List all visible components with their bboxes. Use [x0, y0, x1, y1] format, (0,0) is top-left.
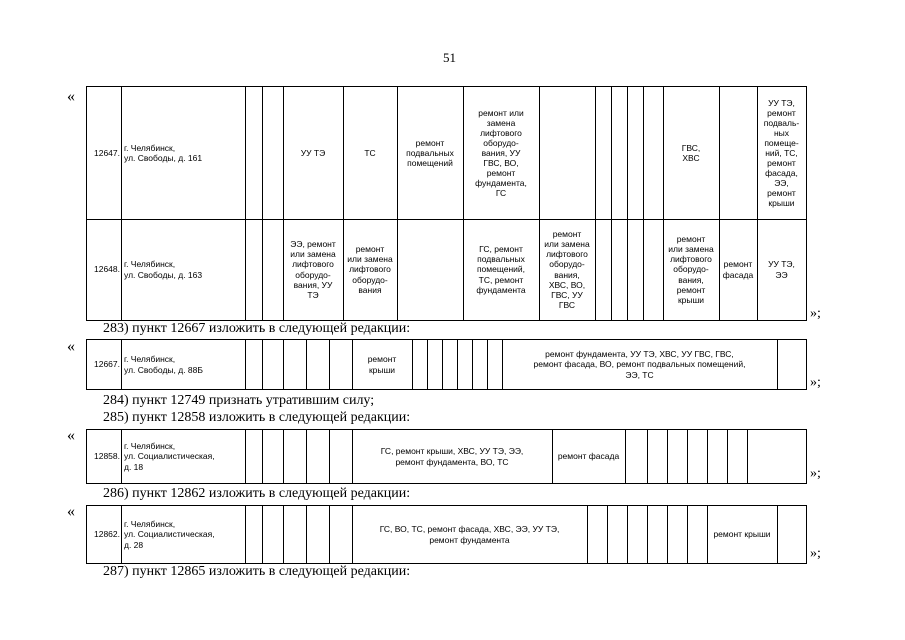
address-cell: г. Челябинск, ул. Социалистическая, д. 28: [124, 519, 215, 550]
row-number: 12858.: [94, 451, 120, 462]
work-cell: ГС, ВО, ТС, ремонт фасада, ХВС, ЭЭ, УУ ТЭ, ремонт фундамента: [379, 524, 560, 545]
paragraph-283: 283) пункт 12667 изложить в следующей редакции:: [103, 321, 411, 336]
work-cell: ремонт фундамента, УУ ТЭ, ХВС, УУ ГВС, ГВС, ремонт фасада, ВО, ремонт подвальных помещений, ЭЭ, ТС: [533, 349, 746, 380]
work-cell: ремонт крыши: [713, 529, 771, 540]
opening-quote: «: [67, 427, 75, 444]
work-cell: ремонт или замена лифтового оборудо- вания, УУ ГВС, ВО, ремонт фундамента, ГС: [475, 107, 527, 199]
work-cell: ремонт крыши: [367, 354, 397, 375]
paragraph-285: 285) пункт 12858 изложить в следующей редакции:: [103, 410, 411, 425]
row-number: 12862.: [94, 529, 120, 540]
address-cell: г. Челябинск, ул. Свободы, д. 161: [124, 142, 203, 163]
work-cell: ГС, ремонт подвальных помещений, ТС, ремонт фундамента: [476, 244, 526, 295]
address-cell: г. Челябинск, ул. Свободы, д. 88Б: [124, 354, 203, 375]
paragraph-287: 287) пункт 12865 изложить в следующей редакции:: [103, 564, 411, 579]
work-cell: ремонт фасада: [557, 451, 620, 462]
table-items-12647-12648: [86, 86, 807, 321]
work-cell: ремонт подвальных помещений: [406, 137, 454, 168]
table-item-12862: [86, 505, 807, 564]
paragraph-284: 284) пункт 12749 признать утратившим силу;: [103, 393, 375, 408]
row-number: 12648.: [94, 264, 120, 275]
opening-quote: «: [67, 88, 75, 105]
work-cell: ГВС, ХВС: [681, 142, 701, 163]
closing-quote: »;: [810, 466, 821, 481]
opening-quote: «: [67, 338, 75, 355]
work-cell: УУ ТЭ, ремонт подваль- ных помеще- ний, ТС, ремонт фасада, ЭЭ, ремонт крыши: [763, 97, 800, 209]
address-cell: г. Челябинск, ул. Свободы, д. 163: [124, 259, 203, 280]
work-cell: УУ ТЭ, ЭЭ: [768, 259, 795, 280]
work-cell: ремонт или замена лифтового оборудо- вания, ХВС, ВО, ГВС, УУ ГВС: [544, 229, 590, 310]
address-cell: г. Челябинск, ул. Социалистическая, д. 18: [124, 441, 215, 472]
row-number: 12667.: [94, 359, 120, 370]
page-number: 51: [443, 50, 456, 65]
work-cell: ГС, ремонт крыши, ХВС, УУ ТЭ, ЭЭ, ремонт фундамента, ВО, ТС: [380, 446, 524, 467]
work-cell: ТС: [364, 147, 376, 158]
work-cell: ремонт или замена лифтового оборудо- вания: [347, 244, 393, 295]
work-cell: ремонт фасада: [722, 259, 754, 280]
table-item-12667: [86, 339, 807, 390]
opening-quote: «: [67, 503, 75, 520]
row-number: 12647.: [94, 147, 120, 158]
table-item-12858: [86, 429, 807, 484]
work-cell: ремонт или замена лифтового оборудо- вания, ремонт крыши: [668, 234, 714, 305]
work-cell: УУ ТЭ: [300, 147, 326, 158]
paragraph-286: 286) пункт 12862 изложить в следующей редакции:: [103, 486, 411, 501]
closing-quote: »;: [810, 375, 821, 390]
closing-quote: »;: [810, 546, 821, 561]
closing-quote: »;: [810, 306, 821, 321]
work-cell: ЭЭ, ремонт или замена лифтового оборудо- вания, УУ ТЭ: [290, 239, 336, 300]
